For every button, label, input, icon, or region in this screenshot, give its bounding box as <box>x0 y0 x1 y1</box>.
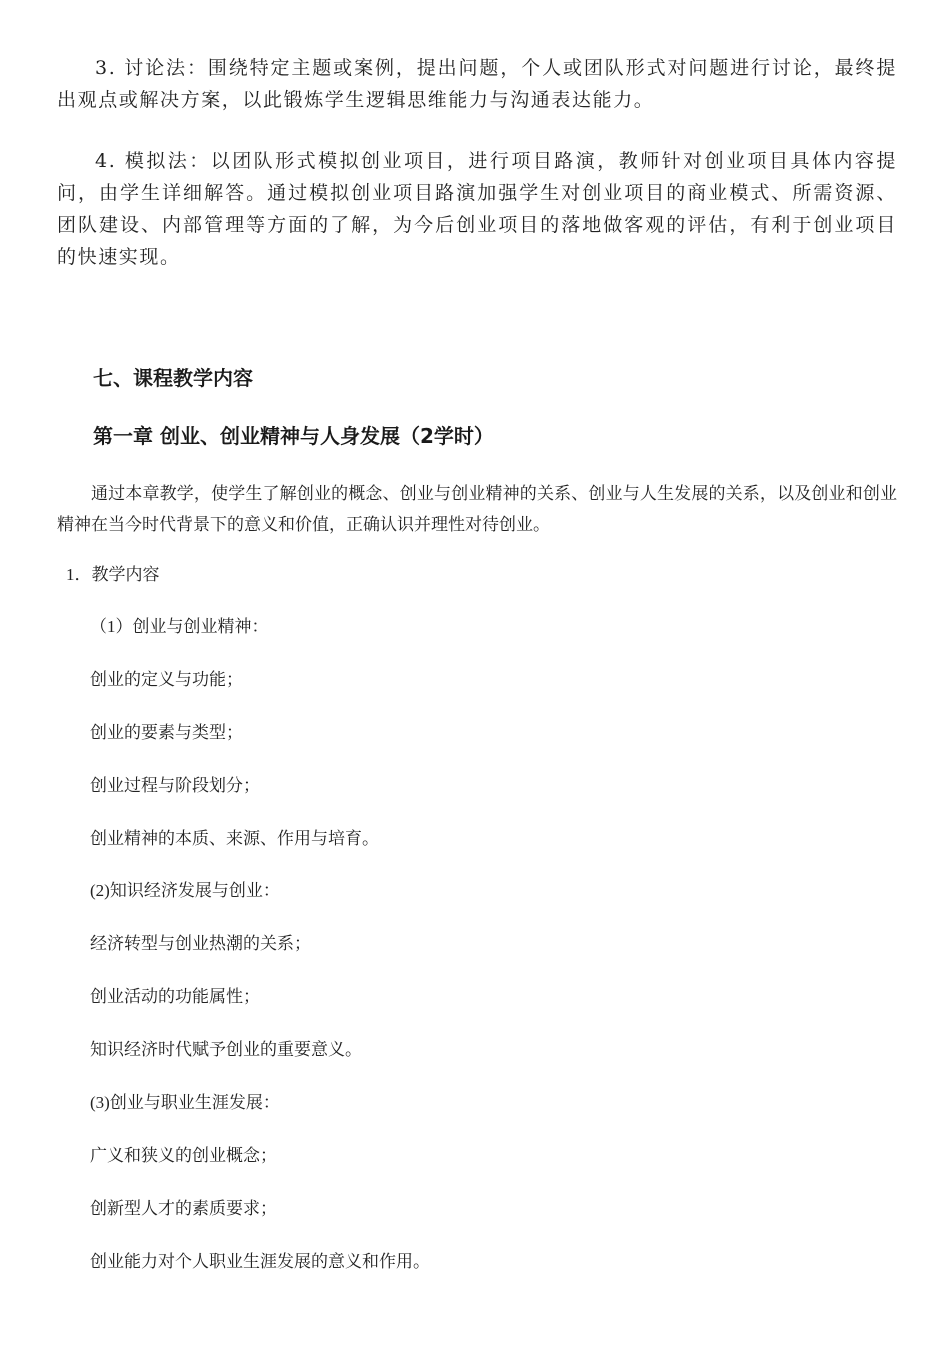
list-item: 创业的要素与类型； <box>90 723 243 742</box>
list-item: 创业能力对个人职业生涯发展的意义和作用。 <box>90 1252 430 1271</box>
list-item: 知识经济时代赋予创业的重要意义。 <box>90 1040 362 1059</box>
paragraph-discussion-method: 3. 讨论法：围绕特定主题或案例，提出问题，个人或团队形式对问题进行讨论，最终提出观点或解决方案，以此锻炼学生逻辑思维能力与沟通表达能力。 <box>57 57 897 111</box>
paragraph-simulation-method: 4. 模拟法：以团队形式模拟创业项目，进行项目路演，教师针对创业项目具体内容提问，由学生详细解答。通过模拟创业项目路演加强学生对创业项目的商业模式、所需资源、团队建设、内部管理等方面的了解，为今后创业项目的落地做客观的评估，有利于创业项目的快速实现。 <box>57 150 897 268</box>
list-item: 创业精神的本质、来源、作用与培育。 <box>90 829 379 848</box>
subsection-title-1: （1）创业与创业精神： <box>90 617 269 636</box>
chapter-intro: 通过本章教学，使学生了解创业的概念、创业与创业精神的关系、创业与人生发展的关系，以及创业和创业精神在当今时代背景下的意义和价值，正确认识并理性对待创业。 <box>57 484 897 534</box>
list-item: 创业活动的功能属性； <box>90 987 260 1006</box>
list-item: 创业的定义与功能； <box>90 670 243 689</box>
subsection-title-3: (3)创业与职业生涯发展： <box>90 1093 280 1112</box>
list-item: 广义和狭义的创业概念； <box>90 1146 277 1165</box>
chapter-title: 第一章 创业、创业精神与人身发展（2学时） <box>93 424 494 448</box>
list-item: 经济转型与创业热潮的关系； <box>90 934 311 953</box>
list-item: 创新型人才的素质要求； <box>90 1199 277 1218</box>
subsection-title-2: (2)知识经济发展与创业： <box>90 881 280 900</box>
content-heading: 1．教学内容 <box>66 565 160 584</box>
section-title: 七、课程教学内容 <box>93 366 253 390</box>
list-item: 创业过程与阶段划分； <box>90 776 260 795</box>
